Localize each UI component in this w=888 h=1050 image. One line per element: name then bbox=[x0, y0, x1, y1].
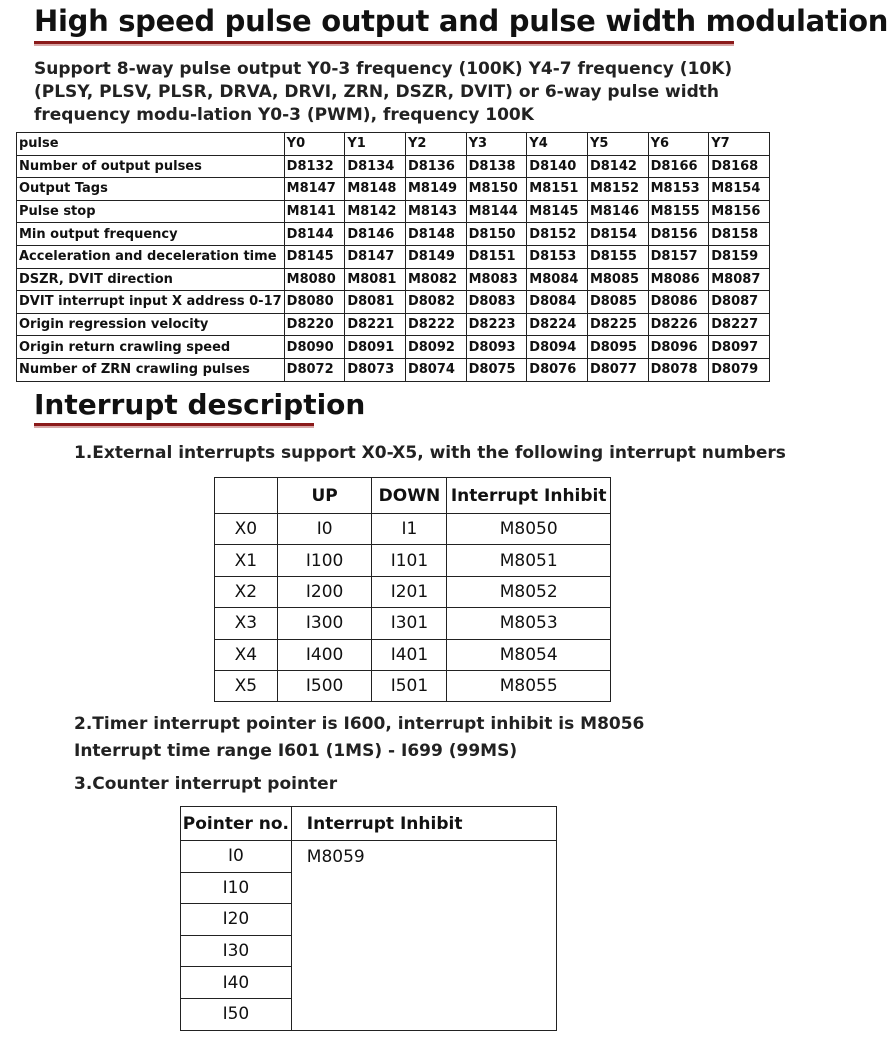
table-row bbox=[215, 608, 611, 639]
register-cell: D8093 bbox=[466, 336, 527, 359]
ext-table-header bbox=[215, 478, 278, 514]
pointer-cell: I50 bbox=[181, 998, 292, 1030]
table-row bbox=[215, 670, 611, 701]
input-cell: X0 bbox=[215, 514, 278, 545]
interrupt-cell: I401 bbox=[372, 639, 447, 670]
pulse-table-header: Y7 bbox=[709, 133, 770, 156]
register-cell: M8145 bbox=[527, 200, 588, 223]
pointer-cell: I40 bbox=[181, 967, 292, 999]
table-row bbox=[17, 358, 770, 381]
register-cell: D8096 bbox=[648, 336, 709, 359]
register-cell: D8076 bbox=[527, 358, 588, 381]
ctr-table-header-row bbox=[181, 807, 557, 841]
register-cell: D8091 bbox=[345, 336, 406, 359]
pulse-section-title: High speed pulse output and pulse width modulation bbox=[34, 4, 888, 38]
register-cell: M8153 bbox=[648, 178, 709, 201]
register-cell: D8148 bbox=[405, 223, 466, 246]
register-cell: M8086 bbox=[648, 268, 709, 291]
input-cell: X4 bbox=[215, 639, 278, 670]
register-cell: M8083 bbox=[466, 268, 527, 291]
register-cell: D8156 bbox=[648, 223, 709, 246]
register-cell: D8086 bbox=[648, 291, 709, 314]
input-cell: X5 bbox=[215, 670, 278, 701]
counter-interrupt-label: 3.Counter interrupt pointer bbox=[74, 774, 338, 794]
pulse-table-header-row bbox=[17, 133, 770, 156]
register-cell: D8166 bbox=[648, 155, 709, 178]
row-label-cell: Origin return crawling speed bbox=[17, 336, 285, 359]
pulse-table-header: Y2 bbox=[405, 133, 466, 156]
table-row bbox=[17, 268, 770, 291]
register-cell: D8153 bbox=[527, 245, 588, 268]
register-cell: D8082 bbox=[405, 291, 466, 314]
table-row bbox=[17, 155, 770, 178]
interrupt-cell: I400 bbox=[277, 639, 372, 670]
pulse-table-header: Y1 bbox=[345, 133, 406, 156]
row-label-cell: DSZR, DVIT direction bbox=[17, 268, 285, 291]
register-cell: D8140 bbox=[527, 155, 588, 178]
register-cell: D8223 bbox=[466, 313, 527, 336]
row-label-cell: Number of ZRN crawling pulses bbox=[17, 358, 285, 381]
register-cell: D8145 bbox=[284, 245, 345, 268]
ctr-table-header: Interrupt Inhibit bbox=[291, 807, 556, 841]
table-row bbox=[17, 178, 770, 201]
timer-range-line: Interrupt time range I601 (1MS) - I699 (99MS) bbox=[74, 741, 518, 761]
interrupt-cell: I301 bbox=[372, 608, 447, 639]
register-cell: D8134 bbox=[345, 155, 406, 178]
interrupt-cell: M8054 bbox=[447, 639, 611, 670]
interrupt-cell: I300 bbox=[277, 608, 372, 639]
register-cell: D8224 bbox=[527, 313, 588, 336]
register-cell: M8081 bbox=[345, 268, 406, 291]
interrupt-cell: I200 bbox=[277, 576, 372, 607]
register-cell: M8148 bbox=[345, 178, 406, 201]
input-cell: X1 bbox=[215, 545, 278, 576]
register-cell: M8150 bbox=[466, 178, 527, 201]
interrupt-cell: I201 bbox=[372, 576, 447, 607]
register-cell: D8138 bbox=[466, 155, 527, 178]
table-row bbox=[17, 245, 770, 268]
register-cell: M8141 bbox=[284, 200, 345, 223]
table-row bbox=[215, 639, 611, 670]
table-row bbox=[215, 576, 611, 607]
register-cell: D8097 bbox=[709, 336, 770, 359]
register-cell: D8090 bbox=[284, 336, 345, 359]
register-cell: D8087 bbox=[709, 291, 770, 314]
external-interrupt-label: 1.External interrupts support X0-X5, with the following interrupt numbers bbox=[74, 443, 786, 463]
register-cell: D8079 bbox=[709, 358, 770, 381]
register-cell: M8155 bbox=[648, 200, 709, 223]
register-cell: D8132 bbox=[284, 155, 345, 178]
register-cell: D8147 bbox=[345, 245, 406, 268]
register-cell: D8152 bbox=[527, 223, 588, 246]
table-row bbox=[215, 545, 611, 576]
register-cell: D8158 bbox=[709, 223, 770, 246]
register-cell: M8084 bbox=[527, 268, 588, 291]
register-cell: D8222 bbox=[405, 313, 466, 336]
ext-table-header: Interrupt Inhibit bbox=[447, 478, 611, 514]
register-cell: D8168 bbox=[709, 155, 770, 178]
row-label-cell: Origin regression velocity bbox=[17, 313, 285, 336]
register-cell: D8092 bbox=[405, 336, 466, 359]
row-label-cell: Pulse stop bbox=[17, 200, 285, 223]
interrupt-cell: I0 bbox=[277, 514, 372, 545]
row-label-cell: Number of output pulses bbox=[17, 155, 285, 178]
table-row bbox=[17, 291, 770, 314]
register-cell: D8084 bbox=[527, 291, 588, 314]
register-cell: D8146 bbox=[345, 223, 406, 246]
pulse-table-header: pulse bbox=[17, 133, 285, 156]
ctr-table-header: Pointer no. bbox=[181, 807, 292, 841]
register-cell: D8081 bbox=[345, 291, 406, 314]
interrupt-cell: M8053 bbox=[447, 608, 611, 639]
interrupt-cell: M8055 bbox=[447, 670, 611, 701]
register-cell: M8144 bbox=[466, 200, 527, 223]
register-cell: M8152 bbox=[587, 178, 648, 201]
table-row bbox=[17, 223, 770, 246]
register-cell: D8149 bbox=[405, 245, 466, 268]
register-cell: D8136 bbox=[405, 155, 466, 178]
register-cell: D8159 bbox=[709, 245, 770, 268]
register-cell: D8083 bbox=[466, 291, 527, 314]
table-row bbox=[181, 841, 557, 873]
pulse-description: Support 8-way pulse output Y0-3 frequency (100K) Y4-7 frequency (10K) (PLSY, PLSV, PLSR, DRVA, DRVI, ZRN, DSZR, DVIT) or 6-way pulse width frequency modu-lation Y0-3 (PWM), frequency 100K bbox=[34, 59, 733, 125]
input-cell: X3 bbox=[215, 608, 278, 639]
interrupt-cell: M8052 bbox=[447, 576, 611, 607]
pointer-cell: I0 bbox=[181, 841, 292, 873]
register-cell: D8077 bbox=[587, 358, 648, 381]
interrupt-cell: I101 bbox=[372, 545, 447, 576]
title-underline bbox=[34, 423, 314, 428]
pulse-register-table bbox=[16, 132, 770, 382]
counter-interrupt-table bbox=[180, 806, 557, 1031]
ext-table-header: UP bbox=[277, 478, 372, 514]
pointer-cell: I30 bbox=[181, 935, 292, 967]
pulse-table-header: Y4 bbox=[527, 133, 588, 156]
register-cell: M8087 bbox=[709, 268, 770, 291]
timer-interrupt-line: 2.Timer interrupt pointer is I600, interrupt inhibit is M8056 bbox=[74, 714, 645, 734]
ext-table-header-row bbox=[215, 478, 611, 514]
pointer-cell: I10 bbox=[181, 872, 292, 904]
pulse-table-header: Y3 bbox=[466, 133, 527, 156]
register-cell: D8155 bbox=[587, 245, 648, 268]
register-cell: M8149 bbox=[405, 178, 466, 201]
register-cell: M8142 bbox=[345, 200, 406, 223]
pointer-cell: I20 bbox=[181, 904, 292, 936]
register-cell: D8221 bbox=[345, 313, 406, 336]
register-cell: D8142 bbox=[587, 155, 648, 178]
register-cell: M8143 bbox=[405, 200, 466, 223]
register-cell: D8144 bbox=[284, 223, 345, 246]
register-cell: M8151 bbox=[527, 178, 588, 201]
interrupt-cell: M8050 bbox=[447, 514, 611, 545]
interrupt-section-title: Interrupt description bbox=[34, 388, 366, 421]
title-underline bbox=[34, 41, 734, 46]
register-cell: D8073 bbox=[345, 358, 406, 381]
register-cell: D8074 bbox=[405, 358, 466, 381]
interrupt-cell: M8051 bbox=[447, 545, 611, 576]
input-cell: X2 bbox=[215, 576, 278, 607]
pulse-table-header: Y6 bbox=[648, 133, 709, 156]
register-cell: D8151 bbox=[466, 245, 527, 268]
ext-table-header: DOWN bbox=[372, 478, 447, 514]
row-label-cell: Min output frequency bbox=[17, 223, 285, 246]
register-cell: D8227 bbox=[709, 313, 770, 336]
row-label-cell: Output Tags bbox=[17, 178, 285, 201]
register-cell: M8147 bbox=[284, 178, 345, 201]
external-interrupt-table bbox=[214, 477, 611, 702]
register-cell: M8156 bbox=[709, 200, 770, 223]
pulse-table-header: Y5 bbox=[587, 133, 648, 156]
register-cell: D8085 bbox=[587, 291, 648, 314]
register-cell: M8154 bbox=[709, 178, 770, 201]
register-cell: D8075 bbox=[466, 358, 527, 381]
register-cell: M8146 bbox=[587, 200, 648, 223]
register-cell: D8072 bbox=[284, 358, 345, 381]
row-label-cell: Acceleration and deceleration time bbox=[17, 245, 285, 268]
register-cell: D8150 bbox=[466, 223, 527, 246]
pulse-table-header: Y0 bbox=[284, 133, 345, 156]
interrupt-cell: I501 bbox=[372, 670, 447, 701]
table-row bbox=[17, 313, 770, 336]
row-label-cell: DVIT interrupt input X address 0-17 bbox=[17, 291, 285, 314]
table-row bbox=[17, 336, 770, 359]
inhibit-cell: M8059 bbox=[291, 841, 556, 1031]
table-row bbox=[17, 200, 770, 223]
register-cell: D8225 bbox=[587, 313, 648, 336]
register-cell: D8095 bbox=[587, 336, 648, 359]
register-cell: D8154 bbox=[587, 223, 648, 246]
register-cell: D8094 bbox=[527, 336, 588, 359]
register-cell: D8226 bbox=[648, 313, 709, 336]
interrupt-cell: I100 bbox=[277, 545, 372, 576]
register-cell: D8157 bbox=[648, 245, 709, 268]
table-row bbox=[215, 514, 611, 545]
register-cell: D8080 bbox=[284, 291, 345, 314]
register-cell: M8080 bbox=[284, 268, 345, 291]
interrupt-cell: I500 bbox=[277, 670, 372, 701]
register-cell: D8078 bbox=[648, 358, 709, 381]
interrupt-cell: I1 bbox=[372, 514, 447, 545]
register-cell: M8085 bbox=[587, 268, 648, 291]
register-cell: D8220 bbox=[284, 313, 345, 336]
register-cell: M8082 bbox=[405, 268, 466, 291]
